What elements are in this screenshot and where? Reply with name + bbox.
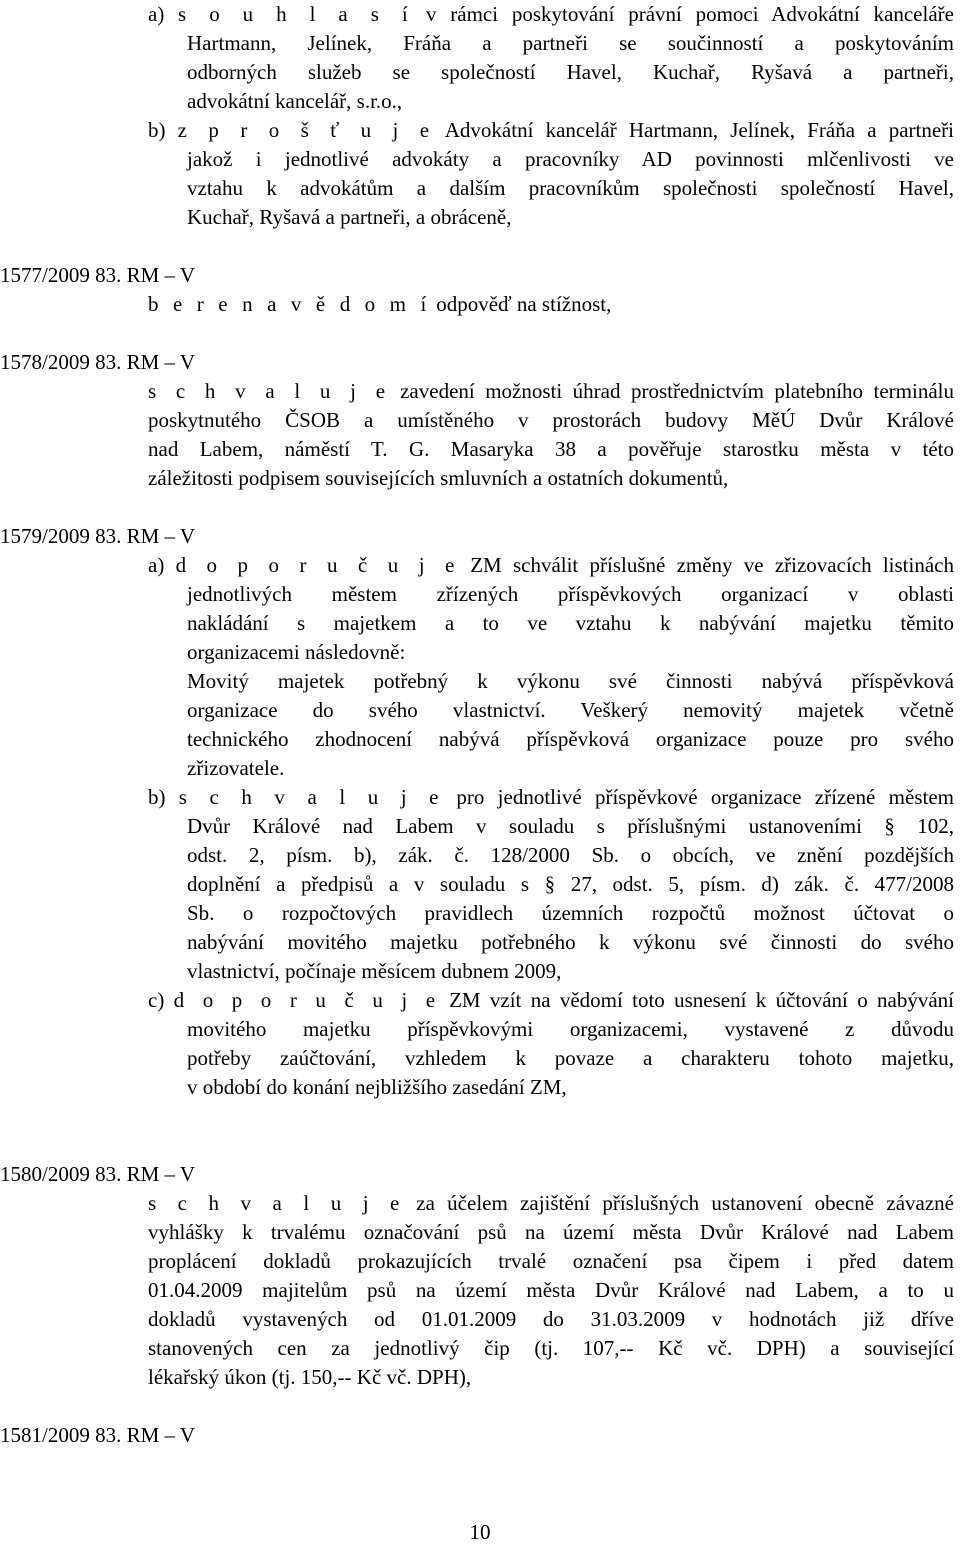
item-marker: b) bbox=[148, 785, 179, 809]
line-text: Advokátní kancelář Hartmann, Jelínek, Fráňa a partneři bbox=[433, 118, 954, 142]
decision-verb: z p r o š ť u j e bbox=[177, 118, 434, 142]
text-line: movitého majetku příspěvkovými organizacemi, vystavené z důvodu bbox=[187, 1017, 954, 1041]
item-b-line bbox=[148, 787, 954, 808]
text-line: Movitý majetek potřebný k výkonu své činnosti nabývá příspěvková bbox=[187, 669, 954, 693]
decision-verb: s c h v a l u j e bbox=[148, 1191, 404, 1215]
item-marker: c) bbox=[148, 988, 174, 1012]
item-c-line bbox=[148, 990, 954, 1011]
text-line bbox=[148, 1193, 954, 1214]
text-line: Hartmann, Jelínek, Fráňa a partneři se součinností a poskytováním bbox=[187, 31, 954, 55]
line-text: pro jednotlivé příspěvkové organizace zřízené městem bbox=[443, 785, 954, 809]
text-line: vyhlášky k trvalému označování psů na území města Dvůr Králové nad Labem bbox=[148, 1220, 954, 1244]
text-line: technického zhodnocení nabývá příspěvková organizace pouze pro svého bbox=[187, 727, 954, 751]
text-line: organizace do svého vlastnictví. Veškerý nemovitý majetek včetně bbox=[187, 698, 954, 722]
item-a-line bbox=[148, 4, 954, 25]
text-line: v období do konání nejbližšího zasedání ZM, bbox=[187, 1075, 567, 1099]
text-line: jakož i jednotlivé advokáty a pracovníky AD povinnosti mlčenlivosti ve bbox=[187, 147, 954, 171]
resolution-heading: 1580/2009 83. RM – V bbox=[0, 1162, 196, 1186]
decision-verb: s c h v a l u j e bbox=[178, 785, 444, 809]
decision-verb: s o u h l a s í bbox=[178, 2, 413, 26]
line-text: v rámci poskytování právní pomoci Advokátní kanceláře bbox=[412, 2, 954, 26]
text-line: potřeby zaúčtování, vzhledem k povaze a charakteru tohoto majetku, bbox=[187, 1046, 954, 1070]
text-line bbox=[148, 381, 954, 402]
resolution-heading: 1577/2009 83. RM – V bbox=[0, 263, 196, 287]
decision-verb: d o p o r u č u j e bbox=[175, 553, 459, 577]
line-text: za účelem zajištění příslušných ustanovení obecně závazné bbox=[404, 1191, 955, 1215]
item-b-line bbox=[148, 120, 954, 141]
item-marker: a) bbox=[148, 2, 179, 26]
text-line: zřizovatele. bbox=[187, 756, 285, 780]
line-text: zavedení možnosti úhrad prostřednictvím platebního terminálu bbox=[389, 379, 954, 403]
line-text: odpověď na stížnost, bbox=[430, 292, 612, 316]
text-line: odst. 2, písm. b), zák. č. 128/2000 Sb. o obcích, ve znění pozdějších bbox=[187, 843, 954, 867]
text-line: vlastnictví, počínaje měsícem dubnem 2009, bbox=[187, 959, 562, 983]
text-line: záležitosti podpisem souvisejících smluvních a ostatních dokumentů, bbox=[148, 466, 729, 490]
decision-verb: b e r e n a v ě d o m í bbox=[148, 292, 431, 316]
decision-verb: d o p o r u č u j e bbox=[173, 988, 440, 1012]
text-line: organizacemi následovně: bbox=[187, 640, 406, 664]
resolution-heading: 1578/2009 83. RM – V bbox=[0, 350, 196, 374]
text-line: nabývání movitého majetku potřebného k výkonu své činnosti do svého bbox=[187, 930, 954, 954]
text-line: nakládání s majetkem a to ve vztahu k nabývání majetku těmito bbox=[187, 611, 954, 635]
text-line bbox=[148, 294, 611, 315]
item-marker: a) bbox=[148, 553, 176, 577]
decision-verb: s c h v a l u j e bbox=[148, 379, 390, 403]
text-line: doplnění a předpisů a v souladu s § 27, odst. 5, písm. d) zák. č. 477/2008 bbox=[187, 872, 954, 896]
text-line: Kuchař, Ryšavá a partneři, a obráceně, bbox=[187, 205, 512, 229]
text-line: Sb. o rozpočtových pravidlech územních rozpočtů možnost účtovat o bbox=[187, 901, 954, 925]
text-line: nad Labem, náměstí T. G. Masaryka 38 a pověřuje starostku města v této bbox=[148, 437, 954, 461]
text-line: 01.04.2009 majitelům psů na území města Dvůr Králové nad Labem, a to u bbox=[148, 1278, 954, 1302]
text-line: jednotlivých městem zřízených příspěvkových organizací v oblasti bbox=[187, 582, 954, 606]
text-line: dokladů vystavených od 01.01.2009 do 31.03.2009 v hodnotách již dříve bbox=[148, 1307, 954, 1331]
text-line: advokátní kancelář, s.r.o., bbox=[187, 89, 403, 113]
line-text: ZM vzít na vědomí toto usnesení k účtování o nabývání bbox=[439, 988, 954, 1012]
text-line: odborných služeb se společností Havel, Kuchař, Ryšavá a partneři, bbox=[187, 60, 954, 84]
text-line: poskytnutého ČSOB a umístěného v prostorách budovy MěÚ Dvůr Králové bbox=[148, 408, 954, 432]
item-a-line bbox=[148, 555, 954, 576]
text-line: vztahu k advokátům a dalším pracovníkům společnosti společností Havel, bbox=[187, 176, 954, 200]
resolution-heading: 1581/2009 83. RM – V bbox=[0, 1423, 196, 1447]
resolution-heading: 1579/2009 83. RM – V bbox=[0, 524, 196, 548]
page-number: 10 bbox=[469, 1520, 491, 1544]
item-marker: b) bbox=[148, 118, 178, 142]
text-line: lékařský úkon (tj. 150,-- Kč vč. DPH), bbox=[148, 1365, 472, 1389]
line-text: ZM schválit příslušné změny ve zřizovacích listinách bbox=[458, 553, 954, 577]
text-line: proplácení dokladů prokazujících trvalé označení psa čipem i před datem bbox=[148, 1249, 954, 1273]
text-line: stanovených cen za jednotlivý čip (tj. 107,-- Kč vč. DPH) a související bbox=[148, 1336, 954, 1360]
text-line: Dvůr Králové nad Labem v souladu s příslušnými ustanoveními § 102, bbox=[187, 814, 954, 838]
